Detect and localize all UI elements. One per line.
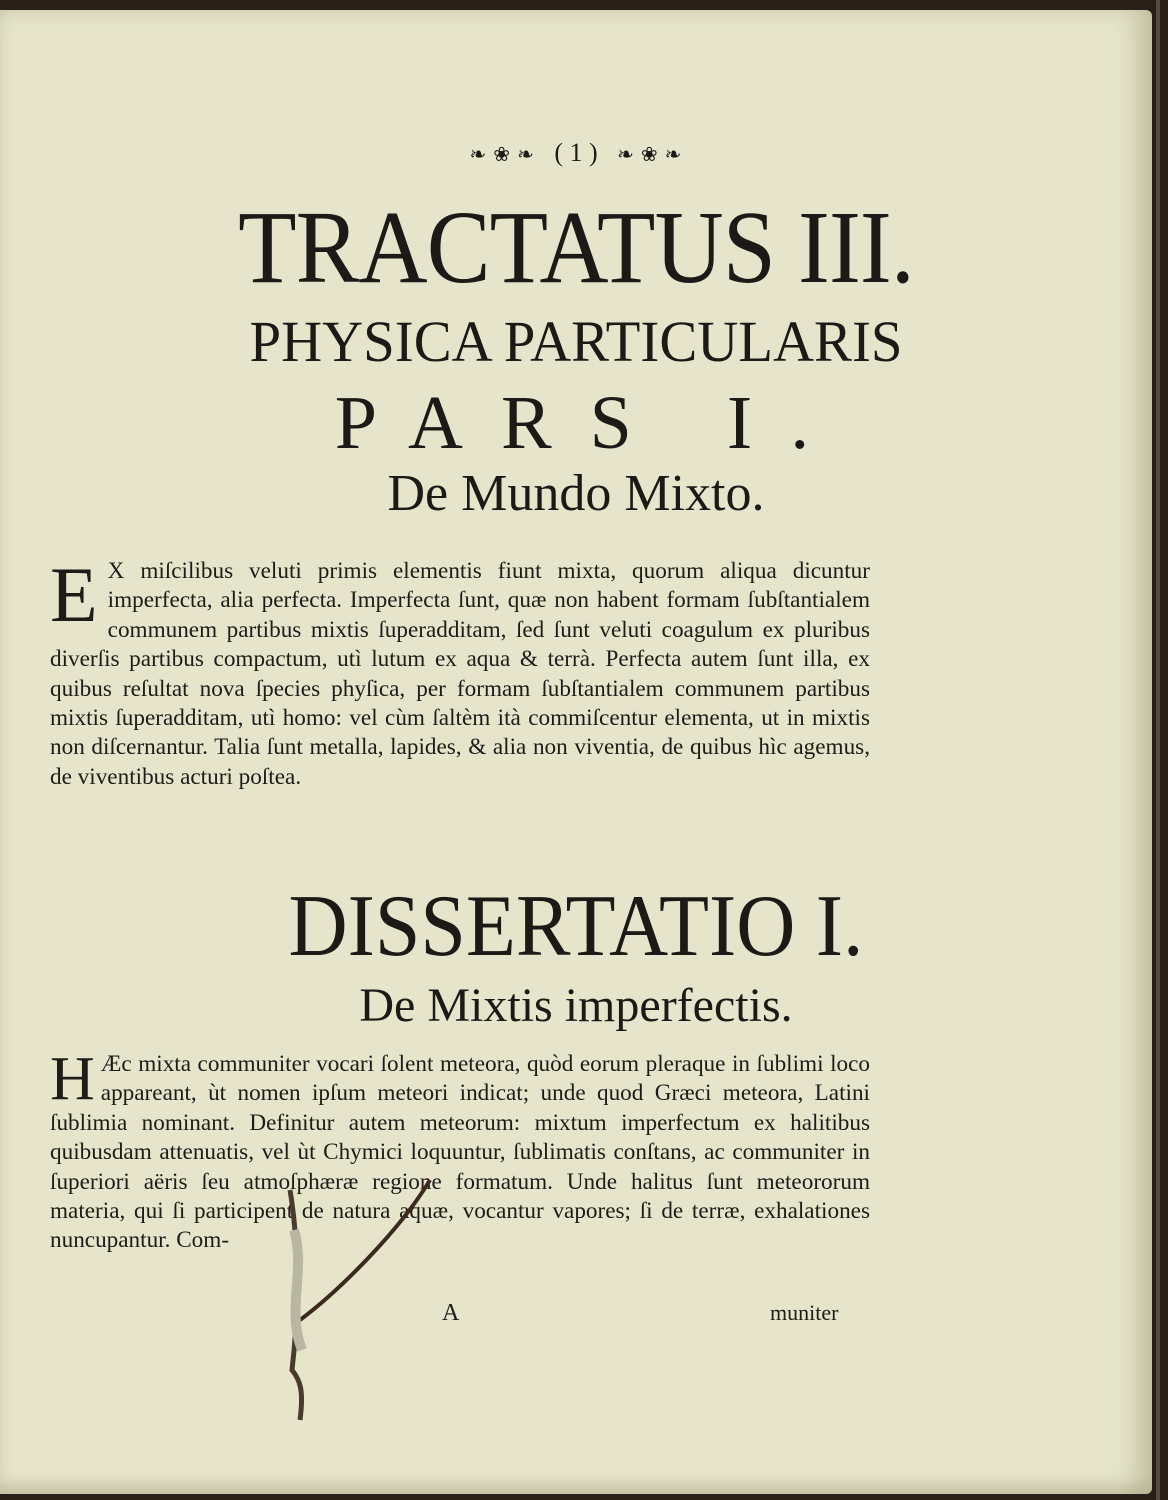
book-page: [0, 10, 1152, 1494]
paragraph-meteora-text: Æc mixta communiter vocari ſolent meteora, quòd eorum pleraque in ſublimi loco appareant, ùt nomen ipſum meteori indicat; unde quod Græci meteora, Latini ſublimia nominant. Definitur autem meteorum: mixtum imperfectum ex halitibus quibusdam attenuatis, vel ùt Chymici loquuntur, ſublimatis conſtans, ac communiter in ſuperiori aëris ſeu atmoſphæræ regione formatum. Unde halitus ſunt meteororum materia, qui ſi participent de natura aquæ, vocantur vapores; ſi de terræ, exhalationes nuncupantur. Com-: [50, 1051, 870, 1254]
dissertatio-heading: DISSERTATIO I.: [288, 878, 864, 975]
paragraph-intro: [50, 551, 870, 792]
dropcap-h: H: [50, 1045, 95, 1113]
signature-mark: A: [442, 1300, 460, 1326]
pars-heading: PARS I.: [334, 381, 848, 465]
paragraph-meteora: [50, 1045, 870, 1256]
page-number: ( 1 ): [554, 138, 598, 167]
ornament-left-icon: ❧ ❀ ❧: [469, 144, 535, 166]
page-edge: [1156, 0, 1160, 1500]
physica-subtitle: PHYSICA PARTICULARIS: [249, 309, 903, 374]
paragraph-intro-text: X miſcilibus veluti primis elementis fiunt mixta, quorum aliqua dicuntur imperfecta, alia perfecta. Imperfecta ſunt, quæ non habent formam ſubſtantialem communem partibus mixtis ſuperadditam, ſed ſunt veluti coagulum ex pluribus diverſis partibus compactum, utì lutum ex aqua & terrà. Perfecta autem ſunt illa, ex quibus reſultat nova ſpecies phyſica, per formam ſubſtantialem communem partibus mixtis ſuperadditam, utì homo: vel cùm ſaltèm ità commiſcentur elementa, ut in mixtis non diſcernantur. Talia ſunt metalla, lapides, & alia non viventia, de quibus hìc agemus, de viventibus acturi poſtea.: [50, 558, 870, 790]
running-header: [0, 138, 1152, 168]
tractatus-title: TRACTATUS III.: [238, 190, 914, 305]
mixtis-heading: De Mixtis imperfectis.: [359, 979, 793, 1032]
paper-tear-icon: [280, 1170, 450, 1430]
catchword: muniter: [770, 1300, 839, 1325]
ornament-right-icon: ❧ ❀ ❧: [617, 144, 683, 166]
mundo-heading: De Mundo Mixto.: [387, 465, 765, 522]
dropcap-e: E: [50, 551, 98, 638]
